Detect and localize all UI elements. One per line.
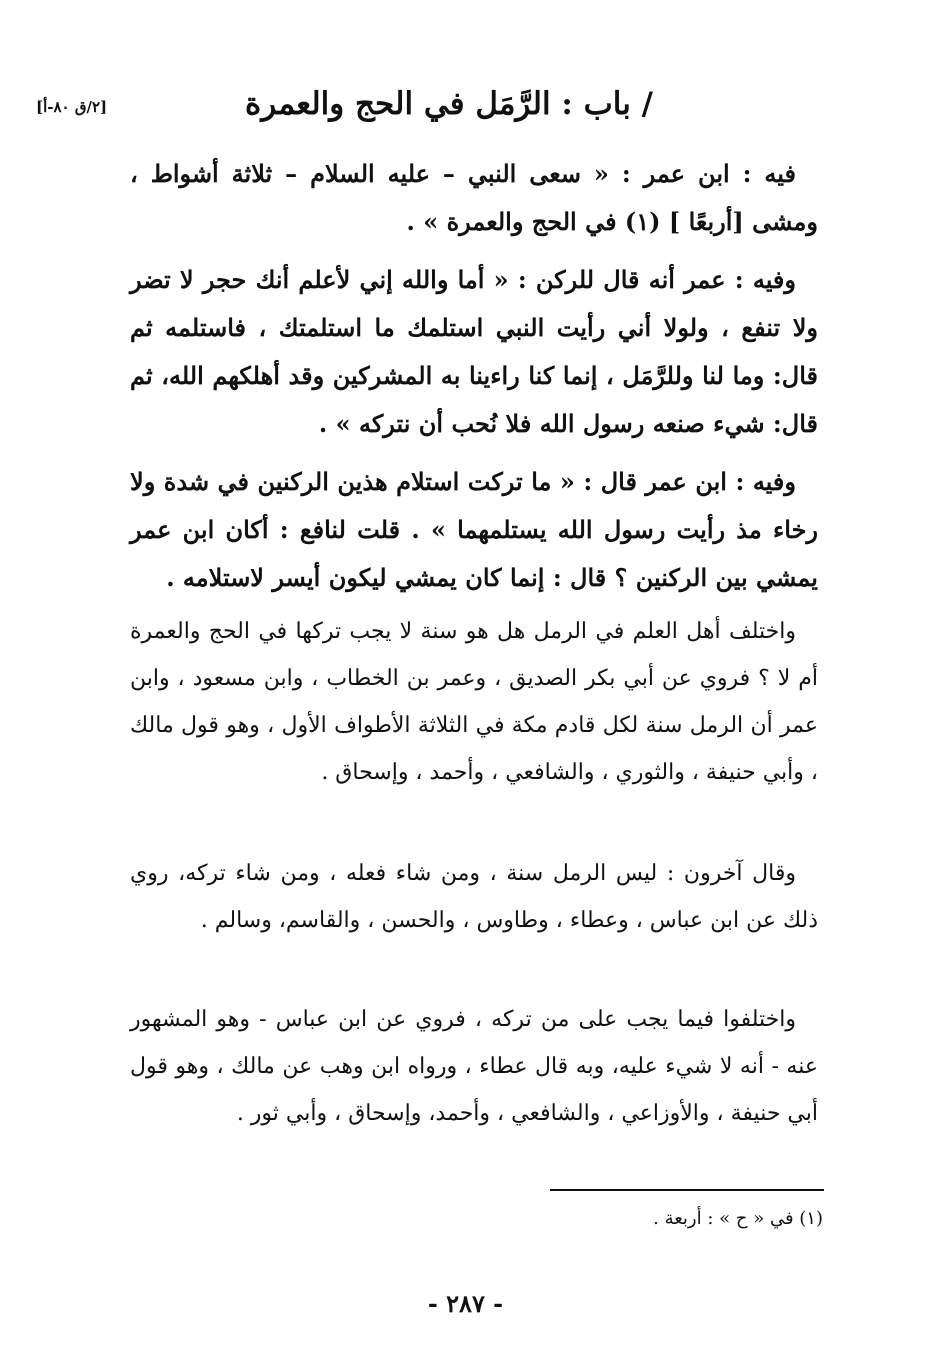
paragraph-text: وفيه : عمر أنه قال للركن : « أما والله إني لأعلم أنك حجر لا تضر ولا تنفع ، ولولا أني رأيت النبي استلمك ما استلمتك ، فاستلمه ثم قال: وما لنا وللرَّمَل ، إنما كنا راءينا به المشركين وقد أهلكهم الله، ثم قال: شيء صنعه رسول الله فلا نُحب أن نتركه » . [130,265,819,438]
manuscript-reference: [٢/ق ٨٠-أ] [36,98,108,116]
paragraph-text: واختلفوا فيما يجب على من تركه ، فروي عن ابن عباس - وهو المشهور عنه - أنه لا شيء عليه، وبه قال عطاء ، ورواه ابن وهب عن مالك ، وهو قول أبي حنيفة ، والأوزاعي ، والشافعي ، وأحمد، وإسحاق ، وأبي ثور . [130,1007,818,1126]
hadith-paragraph-3 [130,458,818,602]
paragraph-text: فيه : ابن عمر : « سعى النبي – عليه السلام – ثلاثة أشواط ، ومشى [أربعًا ] (١) في الحج والعمرة » . [130,159,818,236]
hadith-paragraph-1 [130,150,818,246]
chapter-heading: / باب : الرَّمَل في الحج والعمرة [244,86,653,122]
page-number: - ٢٨٧ - [427,1289,504,1318]
hadith-paragraph-2 [130,256,818,448]
footnote: (١) في « ح » : أربعة . [653,1208,823,1229]
commentary-paragraph-3 [130,996,818,1137]
commentary-paragraph-1 [130,608,818,796]
paragraph-text: وقال آخرون : ليس الرمل سنة ، ومن شاء فعله ، ومن شاء تركه، روي ذلك عن ابن عباس ، وعطاء ، وطاوس ، والحسن ، والقاسم، وسالم . [130,861,818,933]
paragraph-text: وفيه : ابن عمر قال : « ما تركت استلام هذين الركنين في شدة ولا رخاء مذ رأيت رسول الله يستلمهما » . قلت لنافع : أكان ابن عمر يمشي بين الركنين ؟ قال : إنما كان يمشي ليكون أيسر لاستلامه . [130,467,818,592]
commentary-paragraph-2 [130,850,818,944]
paragraph-text: واختلف أهل العلم في الرمل هل هو سنة لا يجب تركها في الحج والعمرة أم لا ؟ فروي عن أبي بكر الصديق ، وعمر بن الخطاب ، وابن مسعود ، وابن عمر أن الرمل سنة لكل قادم مكة في الثلاثة الأطواف الأول ، وهو قول مالك ، وأبي حنيفة ، والثوري ، والشافعي ، وأحمد ، وإسحاق . [130,619,818,785]
footnote-divider [550,1189,824,1191]
